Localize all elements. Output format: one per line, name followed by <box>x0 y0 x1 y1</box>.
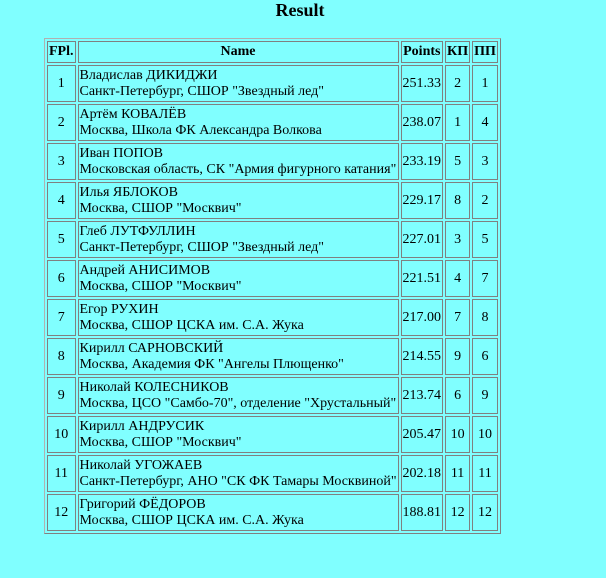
free-skating-rank-cell: 5 <box>472 221 498 258</box>
skater-name: Егор РУХИН <box>79 301 159 317</box>
free-skating-rank-cell: 8 <box>472 299 498 336</box>
short-program-rank-cell: 6 <box>445 377 470 414</box>
page-title: Result <box>275 0 325 20</box>
short-program-rank-cell: 8 <box>445 182 470 219</box>
place-cell: 6 <box>47 260 76 297</box>
skater-club: Санкт-Петербург, СШОР "Звездный лед" <box>79 83 324 99</box>
free-skating-rank-cell: 12 <box>472 494 498 531</box>
table-row <box>47 221 498 258</box>
points-cell: 214.55 <box>401 338 444 375</box>
free-skating-rank-cell: 11 <box>472 455 498 492</box>
table-header-row <box>47 41 498 63</box>
skater-name: Кирилл АНДРУСИК <box>79 418 205 434</box>
name-cell <box>78 65 399 102</box>
place-cell: 12 <box>47 494 76 531</box>
name-cell <box>78 104 399 141</box>
skater-name: Глеб ЛУТФУЛЛИН <box>79 223 196 239</box>
points-cell: 227.01 <box>401 221 444 258</box>
skater-name: Владислав ДИКИДЖИ <box>79 67 218 83</box>
table-row <box>47 299 498 336</box>
free-skating-rank-cell: 10 <box>472 416 498 453</box>
skater-club: Московская область, СК "Армия фигурного катания" <box>79 161 397 177</box>
skater-name: Николай УГОЖАЕВ <box>79 457 203 473</box>
skater-name: Кирилл САРНОВСКИЙ <box>79 340 224 356</box>
header-free-skating: ПП <box>472 41 498 63</box>
name-cell <box>78 143 399 180</box>
short-program-rank-cell: 10 <box>445 416 470 453</box>
table-row <box>47 377 498 414</box>
header-short-program: КП <box>445 41 470 63</box>
results-body <box>47 65 498 531</box>
points-cell: 202.18 <box>401 455 444 492</box>
header-place: FPl. <box>47 41 76 63</box>
skater-club: Москва, СШОР ЦСКА им. С.А. Жука <box>79 317 304 333</box>
table-row <box>47 65 498 102</box>
name-cell <box>78 182 399 219</box>
place-cell: 10 <box>47 416 76 453</box>
short-program-rank-cell: 4 <box>445 260 470 297</box>
short-program-rank-cell: 3 <box>445 221 470 258</box>
name-cell <box>78 416 399 453</box>
name-cell <box>78 494 399 531</box>
skater-name: Артём КОВАЛЁВ <box>79 106 187 122</box>
place-cell: 5 <box>47 221 76 258</box>
short-program-rank-cell: 12 <box>445 494 470 531</box>
table-row <box>47 416 498 453</box>
place-cell: 9 <box>47 377 76 414</box>
name-cell <box>78 338 399 375</box>
place-cell: 7 <box>47 299 76 336</box>
skater-name: Андрей АНИСИМОВ <box>79 262 211 278</box>
skater-club: Москва, СШОР "Москвич" <box>79 278 242 294</box>
points-cell: 229.17 <box>401 182 444 219</box>
points-cell: 217.00 <box>401 299 444 336</box>
short-program-rank-cell: 9 <box>445 338 470 375</box>
free-skating-rank-cell: 1 <box>472 65 498 102</box>
skater-club: Москва, Академия ФК "Ангелы Плющенко" <box>79 356 344 372</box>
skater-club: Санкт-Петербург, СШОР "Звездный лед" <box>79 239 324 255</box>
place-cell: 11 <box>47 455 76 492</box>
short-program-rank-cell: 11 <box>445 455 470 492</box>
name-cell <box>78 221 399 258</box>
place-cell: 3 <box>47 143 76 180</box>
points-cell: 233.19 <box>401 143 444 180</box>
table-row <box>47 494 498 531</box>
short-program-rank-cell: 5 <box>445 143 470 180</box>
points-cell: 213.74 <box>401 377 444 414</box>
skater-club: Санкт-Петербург, АНО "СК ФК Тамары Москвиной" <box>79 473 397 489</box>
free-skating-rank-cell: 3 <box>472 143 498 180</box>
table-row <box>47 143 498 180</box>
header-points: Points <box>401 41 444 63</box>
free-skating-rank-cell: 2 <box>472 182 498 219</box>
skater-club: Москва, СШОР "Москвич" <box>79 200 242 216</box>
skater-name: Илья ЯБЛОКОВ <box>79 184 178 200</box>
points-cell: 221.51 <box>401 260 444 297</box>
points-cell: 238.07 <box>401 104 444 141</box>
short-program-rank-cell: 1 <box>445 104 470 141</box>
free-skating-rank-cell: 9 <box>472 377 498 414</box>
name-cell <box>78 299 399 336</box>
results-table <box>44 38 501 534</box>
name-cell <box>78 260 399 297</box>
points-cell: 188.81 <box>401 494 444 531</box>
free-skating-rank-cell: 7 <box>472 260 498 297</box>
header-name: Name <box>78 41 399 63</box>
name-cell <box>78 377 399 414</box>
skater-club: Москва, СШОР "Москвич" <box>79 434 242 450</box>
table-row <box>47 260 498 297</box>
place-cell: 4 <box>47 182 76 219</box>
skater-club: Москва, ЦСО "Самбо-70", отделение "Хрустальный" <box>79 395 397 411</box>
skater-club: Москва, СШОР ЦСКА им. С.А. Жука <box>79 512 304 528</box>
points-cell: 205.47 <box>401 416 444 453</box>
skater-name: Николай КОЛЕСНИКОВ <box>79 379 229 395</box>
points-cell: 251.33 <box>401 65 444 102</box>
free-skating-rank-cell: 4 <box>472 104 498 141</box>
table-row <box>47 455 498 492</box>
name-cell <box>78 455 399 492</box>
short-program-rank-cell: 7 <box>445 299 470 336</box>
free-skating-rank-cell: 6 <box>472 338 498 375</box>
skater-club: Москва, Школа ФК Александра Волкова <box>79 122 322 138</box>
place-cell: 8 <box>47 338 76 375</box>
place-cell: 2 <box>47 104 76 141</box>
table-row <box>47 338 498 375</box>
skater-name: Григорий ФЁДОРОВ <box>79 496 206 512</box>
table-row <box>47 104 498 141</box>
skater-name: Иван ПОПОВ <box>79 145 164 161</box>
place-cell: 1 <box>47 65 76 102</box>
table-row <box>47 182 498 219</box>
short-program-rank-cell: 2 <box>445 65 470 102</box>
